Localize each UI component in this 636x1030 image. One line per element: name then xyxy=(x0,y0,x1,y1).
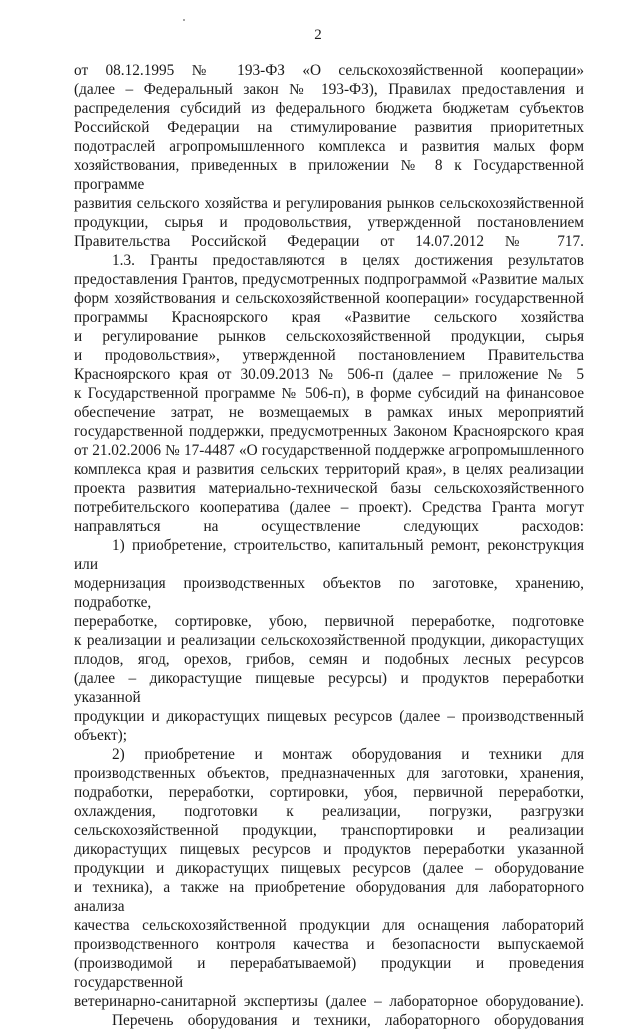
text-line: потребительского кооператива (далее – проект). Средства Гранта могут xyxy=(74,499,584,516)
text-line: модернизация производственных объектов по заготовке, хранению, подработке, xyxy=(74,575,584,611)
text-line: (производимой и перерабатываемой) продукции и проведения государственной xyxy=(74,955,584,991)
text-line: хозяйствования, приведенных в приложении № 8 к Государственной программе xyxy=(74,157,584,193)
text-line: и техника), а также на приобретение оборудования для лабораторного анализа xyxy=(74,879,584,915)
text-line: Перечень оборудования и техники, лабораторного оборудования xyxy=(112,1012,584,1029)
paragraph-4 xyxy=(74,745,584,1011)
text-line: комплекса края и развития сельских территорий края», в целях реализации xyxy=(74,461,584,478)
text-line: от 08.12.1995 № 193-ФЗ «О сельскохозяйственной кооперации» xyxy=(74,62,584,79)
paragraph-5 xyxy=(74,1011,584,1030)
text-line: к Государственной программе № 506-п), в форме субсидий на финансовое xyxy=(74,385,584,402)
text-line: подработки, переработки, сортировки, убоя, первичной переработки, xyxy=(74,784,584,801)
text-line: сельскохозяйственной продукции, транспортировки и реализации xyxy=(74,822,584,839)
text-line: продукции и дикорастущих пищевых ресурсов (далее – оборудование xyxy=(74,860,584,877)
paragraph-3 xyxy=(74,536,584,745)
text-line: подотраслей агропромышленного комплекса и развития малых форм xyxy=(74,138,584,155)
text-line: 1.3. Гранты предоставляются в целях достижения результатов xyxy=(112,252,584,269)
text-line: распределения субсидий из федерального бюджета бюджетам субъектов xyxy=(74,100,584,117)
text-line: к реализации и реализации сельскохозяйственной продукции, дикорастущих xyxy=(74,632,584,649)
text-line: производственного контроля качества и безопасности выпускаемой xyxy=(74,936,584,953)
text-line: объект); xyxy=(74,727,128,744)
text-line: государственной поддержки, предусмотренных Законом Красноярского края xyxy=(74,423,584,440)
text-line: дикорастущих пищевых ресурсов и продуктов переработки указанной xyxy=(74,841,584,858)
text-line: 2) приобретение и монтаж оборудования и техники для xyxy=(112,746,584,763)
text-line: (далее – дикорастущие пищевые ресурсы) и продуктов переработки указанной xyxy=(74,670,584,706)
text-line: Красноярского края от 30.09.2013 № 506-п (далее – приложение № 5 xyxy=(74,366,584,383)
text-line: продукции и дикорастущих пищевых ресурсов (далее – производственный xyxy=(74,708,584,725)
text-line: программы Красноярского края «Развитие сельского хозяйства xyxy=(74,309,584,326)
text-line: Российской Федерации на стимулирование развития приоритетных xyxy=(74,119,584,136)
text-line: Правительства Российской Федерации от 14.07.2012 № 717. xyxy=(74,233,584,250)
text-line: охлаждения, подготовки к реализации, погрузки, разгрузки xyxy=(74,803,584,820)
text-line: продукции, сырья и продовольствия, утвержденной постановлением xyxy=(74,214,584,231)
text-line: производственных объектов, предназначенных для заготовки, хранения, xyxy=(74,765,584,782)
text-line: и продовольствия», утвержденной постановлением Правительства xyxy=(74,347,584,364)
text-line: переработке, сортировке, убою, первичной переработке, подготовке xyxy=(74,613,584,630)
paragraph-1 xyxy=(74,61,584,251)
text-line: развития сельского хозяйства и регулирования рынков сельскохозяйственной xyxy=(74,195,584,212)
text-line: ветеринарно-санитарной экспертизы (далее – лабораторное оборудование). xyxy=(74,993,584,1010)
text-line: от 21.02.2006 № 17-4487 «О государственной поддержке агропромышленного xyxy=(74,442,584,459)
text-line: плодов, ягод, орехов, грибов, семян и подобных лесных ресурсов xyxy=(74,651,584,668)
text-line: (далее – Федеральный закон № 193-ФЗ), Правилах предоставления и xyxy=(74,81,584,98)
text-line: предоставления Грантов, предусмотренных подпрограммой «Развитие малых xyxy=(74,271,584,288)
paragraph-2 xyxy=(74,251,584,536)
text-line: направляться на осуществление следующих расходов: xyxy=(74,518,584,535)
text-line: форм хозяйствования и сельскохозяйственной кооперации» государственной xyxy=(74,290,584,307)
scan-speck xyxy=(183,19,185,21)
text-line: качества сельскохозяйственной продукции для оснащения лабораторий xyxy=(74,917,584,934)
text-line: и регулирование рынков сельскохозяйственной продукции, сырья xyxy=(74,328,584,345)
text-line: обеспечение затрат, не возмещаемых в рамках иных мероприятий xyxy=(74,404,584,421)
text-line: 1) приобретение, строительство, капитальный ремонт, реконструкция или xyxy=(74,537,584,573)
document-body xyxy=(74,61,584,1030)
text-line: проекта развития материально-технической базы сельскохозяйственного xyxy=(74,480,584,497)
page-number: 2 xyxy=(314,27,322,43)
